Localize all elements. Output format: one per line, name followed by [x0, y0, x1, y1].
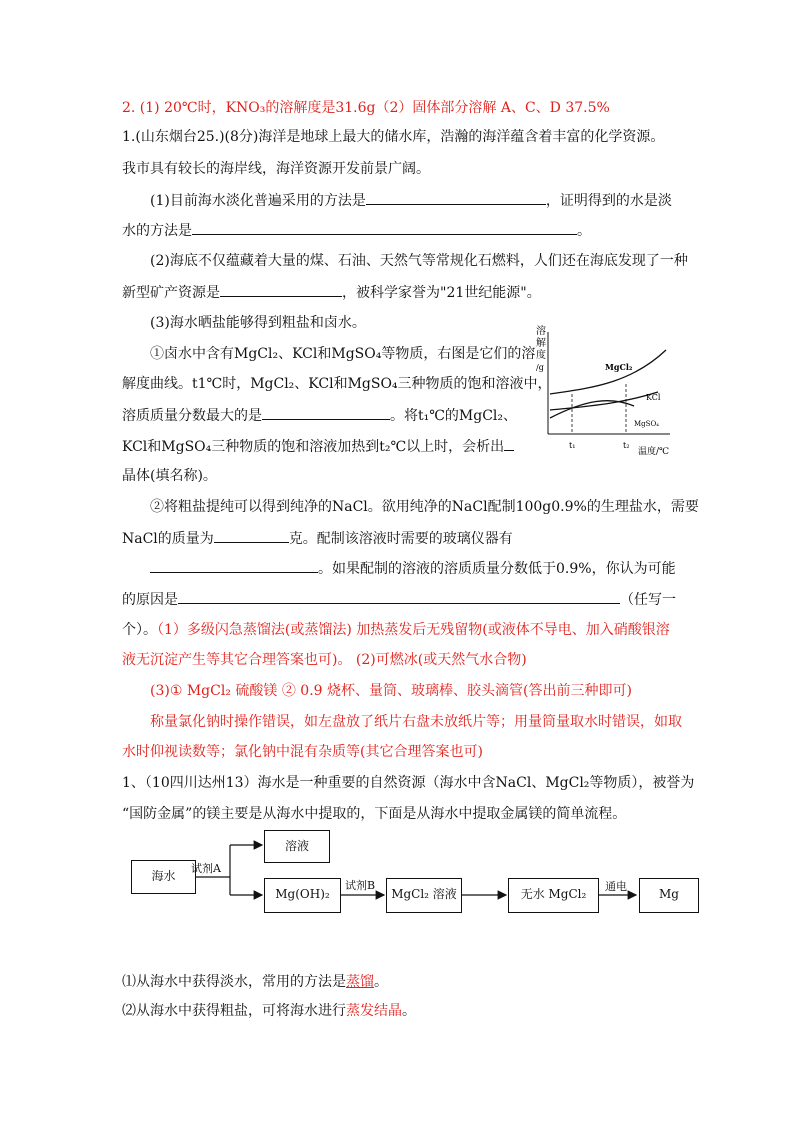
- q1-p32-text-c: 克。配制该溶液时需要的玻璃仪器有: [288, 531, 513, 547]
- q1-part3: (3)海水晒盐能够得到粗盐和卤水。: [150, 315, 366, 331]
- q1-part3-1-line1: ①卤水中含有MgCl₂、KCl和MgSO₄等物质，右图是它们的溶: [150, 346, 536, 362]
- q1-p31-text-d: 。将t₁℃的MgCl₂、: [390, 408, 517, 424]
- label-reagent-b: 试剂B: [345, 879, 376, 892]
- q1-part2-line1: (2)海底不仅蕴藏着大量的煤、石油、天然气等常规化石燃料，人们还在海底发现了一种: [150, 253, 688, 269]
- label-kcl: KCl: [646, 393, 661, 402]
- q1-p32-text-f: （任写一: [620, 592, 676, 608]
- q1-p1-text-d: 。: [577, 223, 591, 239]
- answer-line-top: 2. (1) 20℃时，KNO₃的溶解度是31.6g（2）固体部分溶解 A、C、D 37.5%: [122, 100, 610, 116]
- box-mgcl2-solution: MgCl₂ 溶液: [386, 878, 462, 913]
- q2-answer-2: [122, 1001, 416, 1021]
- q1-p2-text-b: 新型矿产资源是: [122, 285, 220, 301]
- q1-p2-text-c: ，被科学家誉为"21世纪能源"。: [342, 285, 541, 301]
- q1-intro-2: 我市具有较长的海岸线，海洋资源开发前景广阔。: [122, 161, 430, 177]
- q1-p1-text-c: 水的方法是: [122, 223, 192, 239]
- q1-p32-text-e: 的原因是: [122, 592, 178, 608]
- q2-intro-1: 1、（10四川达州13）海水是一种重要的自然资源（海水中含NaCl、MgCl₂等物质），被誉为: [122, 775, 695, 791]
- q1-answer-line2: 液无沉淀产生等其它合理答案也可)。 (2)可燃冰(或天然气水合物): [122, 652, 527, 668]
- q1-p31-text-c: 溶质质量分数最大的是: [122, 408, 262, 424]
- q1-p32-text-b: NaCl的质量为: [122, 531, 214, 547]
- q2-ans2-end: 。: [402, 1003, 416, 1019]
- q1-p1-text-b: ，证明得到的水是淡: [545, 193, 672, 209]
- y-label-4: /g: [536, 363, 544, 372]
- tick-t1: t₁: [569, 441, 576, 450]
- y-label-1: 溶: [536, 326, 546, 337]
- label-mgso4: MgSO₄: [634, 420, 659, 428]
- q1-intro-1: 1.(山东烟台25.)(8分)海洋是地球上最大的储水库，浩瀚的海洋蕴含着丰富的化学资源。: [122, 129, 665, 145]
- y-label-2: 解: [536, 338, 546, 349]
- q2-ans1-end: 。: [374, 974, 388, 990]
- q1-answer-1: （1）多级闪急蒸馏法(或蒸馏法) 加热蒸发后无残留物(或液体不导电、加入硝酸银溶: [157, 622, 670, 638]
- label-mgcl2: MgCl₂: [605, 362, 633, 372]
- label-reagent-a: 试剂A: [191, 862, 221, 875]
- q2-answer-1: [122, 972, 388, 992]
- q1-answer-line5: 水时仰视读数等；氯化钠中混有杂质等(其它合理答案也可): [122, 744, 483, 760]
- q1-answer-line4: 称量氯化钠时操作错误，如左盘放了纸片右盘未放纸片等；用量筒量取水时错误，如取: [150, 714, 682, 730]
- x-axis-label: 温度/℃: [638, 447, 670, 457]
- q1-p1-text: (1)目前海水淡化普遍采用的方法是: [150, 193, 366, 209]
- q2-ans1-answer: 蒸馏: [346, 974, 374, 990]
- q1-p32-text-d: 。如果配制的溶液的溶质质量分数低于0.9%，你认为可能: [318, 561, 676, 577]
- q2-intro-2: “国防金属”的镁主要是从海水中提取的，下面是从海水中提取金属镁的简单流程。: [122, 806, 627, 822]
- label-electrolysis: 通电: [605, 880, 627, 893]
- q1-part3-2-line1: ②将粗盐提纯可以得到纯净的NaCl。欲用纯净的NaCl配制100g0.9%的生理盐水，需要: [150, 499, 699, 515]
- q2-ans2-answer: 蒸发结晶: [346, 1003, 402, 1019]
- tick-t2: t₂: [623, 441, 630, 450]
- box-seawater: 海水: [131, 860, 196, 894]
- q1-part3-1-line2: 解度曲线。t1℃时，MgCl₂、KCl和MgSO₄三种物质的饱和溶液中，: [122, 376, 552, 392]
- box-solution: 溶液: [264, 830, 330, 863]
- q1-answer-line3: (3)① MgCl₂ 硫酸镁 ② 0.9 烧杯、量筒、玻璃棒、胶头滴管(答出前三种即可): [150, 683, 632, 699]
- box-mg: Mg: [639, 878, 699, 913]
- box-anhydrous-mgcl2: 无水 MgCl₂: [508, 878, 599, 913]
- q1-p32-text-g: 个）。: [122, 622, 157, 638]
- q1-p31-text-e: KCl和MgSO₄三种物质的饱和溶液加热到t₂℃以上时，会析出: [122, 439, 505, 455]
- y-label-3: 度: [536, 350, 546, 361]
- q2-ans1-text: ⑴从海水中获得淡水，常用的方法是: [122, 974, 346, 990]
- box-mgoh2: Mg(OH)₂: [264, 878, 341, 913]
- q2-ans2-text: ⑵从海水中获得粗盐，可将海水进行: [122, 1003, 346, 1019]
- q1-part3-1-line5: 晶体(填名称)。: [122, 468, 217, 484]
